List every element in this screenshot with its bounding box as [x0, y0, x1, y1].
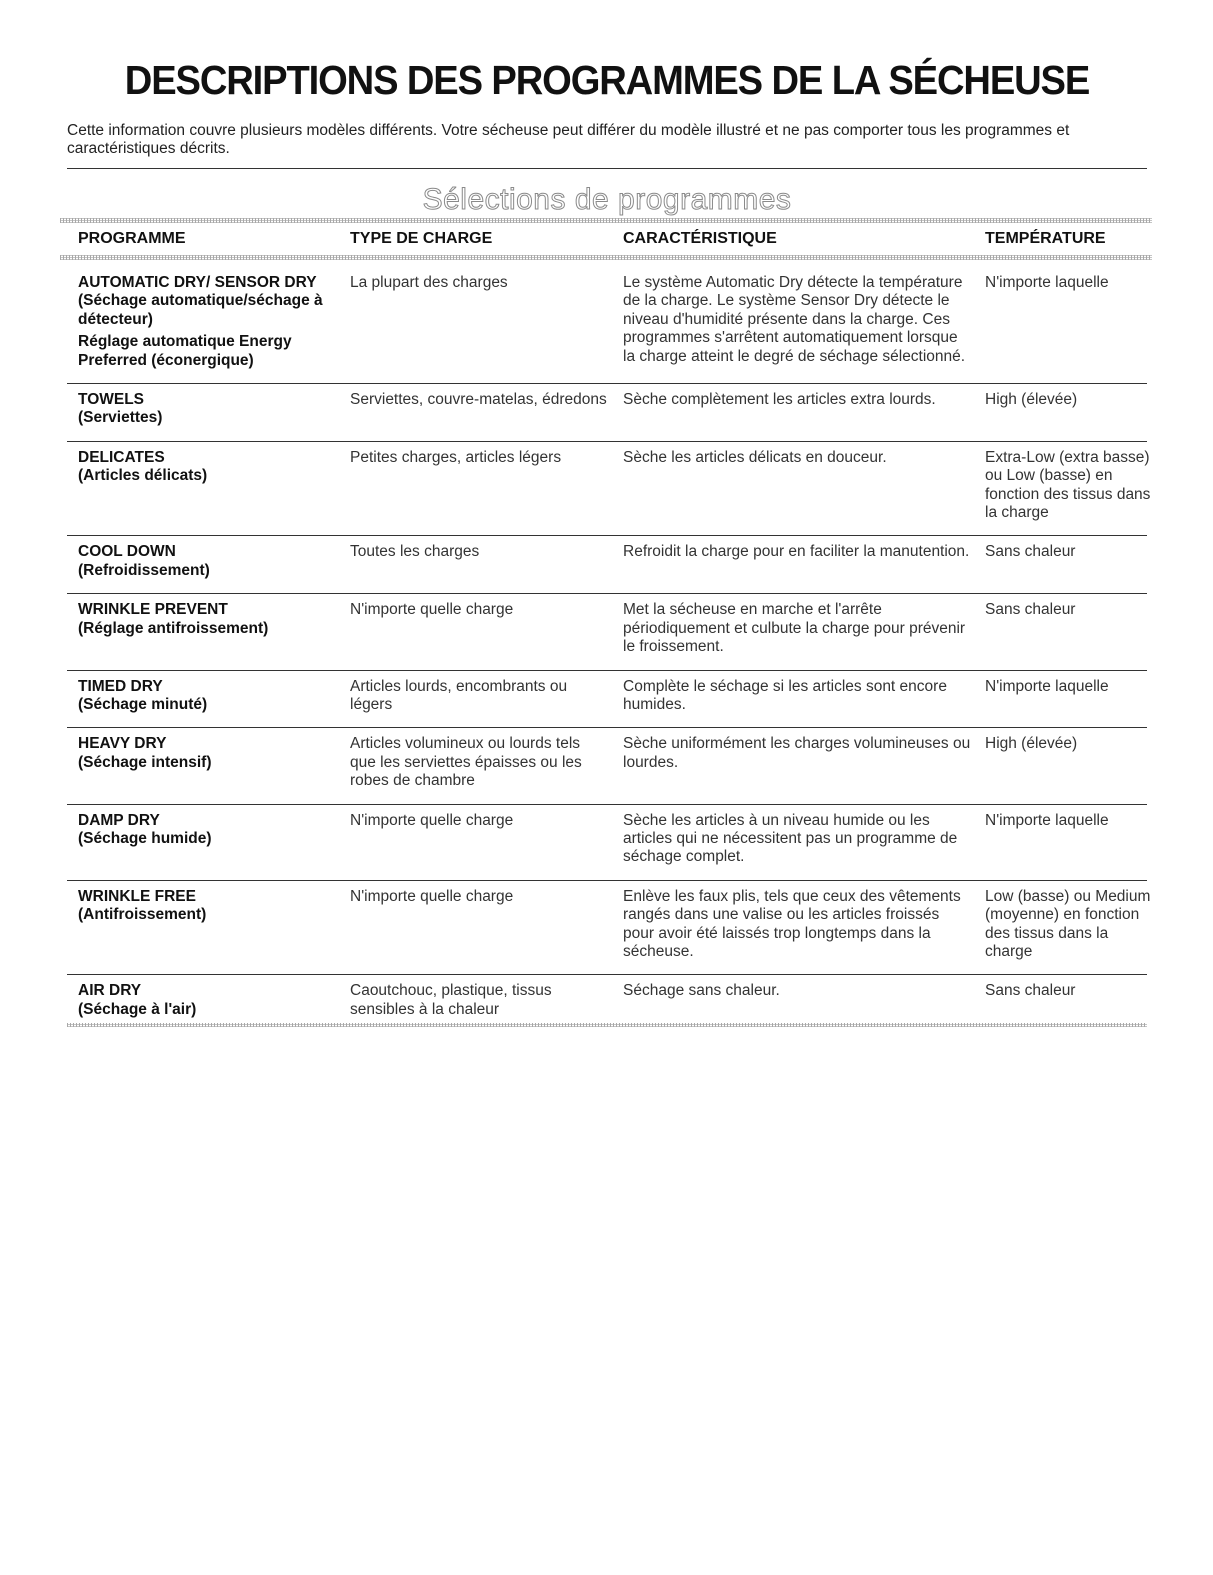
characteristic-cell: Refroidit la charge pour en faciliter la manutention.: [623, 543, 970, 561]
load-type-cell: Petites charges, articles légers: [350, 448, 562, 466]
table-row: [67, 975, 1147, 1023]
dotted-divider: [60, 218, 1152, 223]
table-row: [67, 594, 1147, 670]
temperature-cell: Sans chaleur: [985, 601, 1076, 619]
programme-name: HEAVY DRY: [78, 735, 167, 753]
column-header-programme: PROGRAMME: [78, 230, 186, 247]
characteristic-cell: Séchage sans chaleur.: [623, 982, 780, 1000]
programme-subtitle: (Refroidissement): [78, 561, 210, 579]
table-row: [67, 384, 1147, 442]
programme-name: DAMP DRY: [78, 811, 160, 829]
table-row: [67, 442, 1151, 537]
programme-name-cell: [78, 812, 350, 867]
characteristic-cell: Sèche les articles délicats en douceur.: [623, 448, 887, 466]
programme-extra: Réglage automatique Energy Preferred (éconergique): [78, 333, 292, 369]
programme-name: DELICATES: [78, 448, 165, 466]
load-type-cell: Articles volumineux ou lourds tels que les serviettes épaisses ou les robes de chambre: [350, 735, 582, 790]
programme-name-cell: [78, 678, 350, 715]
load-type-cell: N'importe quelle charge: [350, 811, 514, 829]
programme-table: [67, 268, 1151, 1023]
characteristic-cell: Met la sécheuse en marche et l'arrête périodiquement et culbute la charge pour prévenir le froissement.: [623, 601, 966, 656]
programme-name: AIR DRY: [78, 982, 142, 1000]
programme-name-cell: [78, 391, 350, 428]
programme-subtitle: (Serviettes): [78, 409, 163, 427]
characteristic-cell: Le système Automatic Dry détecte la température de la charge. Le système Sensor Dry détecte le niveau d'humidité présente dans la charge. Ces programmes s'arrêtent automatiquement lorsque la charge atteint le degré de séchage sélectionné.: [623, 274, 966, 365]
programme-subtitle: (Séchage humide): [78, 829, 212, 847]
dotted-divider: [67, 1023, 1147, 1027]
table-row: [67, 805, 1147, 881]
characteristic-cell: Sèche complètement les articles extra lourds.: [623, 391, 936, 409]
programme-subtitle: (Antifroissement): [78, 906, 207, 924]
programme-subtitle: (Séchage intensif): [78, 753, 212, 771]
column-header-temperature: TEMPÉRATURE: [985, 230, 1106, 247]
temperature-cell: Low (basse) ou Medium (moyenne) en fonction des tissus dans la charge: [985, 887, 1151, 960]
programme-subtitle: (Séchage minuté): [78, 695, 208, 713]
temperature-cell: Sans chaleur: [985, 982, 1076, 1000]
dotted-divider: [60, 255, 1152, 260]
load-type-cell: Serviettes, couvre-matelas, édredons: [350, 391, 607, 409]
programme-subtitle: (Articles délicats): [78, 467, 208, 485]
section-title: Sélections de programmes: [422, 183, 792, 216]
temperature-cell: High (élevée): [985, 391, 1078, 409]
characteristic-cell: Enlève les faux plis, tels que ceux des vêtements rangés dans une valise ou les articles froissés pour avoir été laissés trop longtemps dans la sécheuse.: [623, 887, 961, 960]
table-row: [67, 671, 1147, 729]
load-type-cell: Toutes les charges: [350, 543, 480, 561]
table-row: [67, 728, 1147, 804]
temperature-cell: Extra-Low (extra basse) ou Low (basse) en fonction des tissus dans la charge: [985, 448, 1151, 522]
programme-name: AUTOMATIC DRY/ SENSOR DRY (Séchage automatique/séchage à détecteur): [78, 274, 323, 328]
load-type-cell: Caoutchouc, plastique, tissus sensibles à la chaleur: [350, 982, 552, 1018]
characteristic-cell: Complète le séchage si les articles sont encore humides.: [623, 677, 947, 713]
characteristic-cell: Sèche les articles à un niveau humide ou les articles qui ne nécessitent pas un programme de séchage complet.: [623, 811, 958, 866]
intro-paragraph: Cette information couvre plusieurs modèles différents. Votre sécheuse peut différer du modèle illustré et ne pas comporter tous les programmes et caractéristiques décrits.: [67, 122, 1070, 157]
programme-name: WRINKLE PREVENT: [78, 601, 228, 619]
characteristic-cell: Sèche uniformément les charges volumineuses ou lourdes.: [623, 735, 971, 771]
load-type-cell: N'importe quelle charge: [350, 887, 514, 905]
programme-name: WRINKLE FREE: [78, 887, 196, 905]
load-type-cell: Articles lourds, encombrants ou légers: [350, 677, 568, 713]
temperature-cell: N'importe laquelle: [985, 274, 1109, 291]
programme-name: COOL DOWN: [78, 543, 176, 561]
table-row: [67, 268, 1147, 384]
programme-name-cell: [78, 274, 350, 370]
divider: [67, 168, 1147, 169]
temperature-cell: High (élevée): [985, 735, 1078, 753]
table-row: [67, 536, 1147, 594]
column-header-type: TYPE DE CHARGE: [350, 230, 493, 247]
programme-subtitle: (Réglage antifroissement): [78, 619, 269, 637]
programme-name: TOWELS: [78, 391, 145, 409]
column-header-caracteristique: CARACTÉRISTIQUE: [623, 230, 777, 247]
document-page: [67, 56, 1151, 1027]
programme-name-cell: [78, 735, 350, 790]
programme-subtitle: (Séchage à l'air): [78, 1000, 197, 1018]
programme-name-cell: [78, 449, 350, 523]
temperature-cell: N'importe laquelle: [985, 677, 1109, 695]
programme-name: TIMED DRY: [78, 677, 163, 695]
programme-name-cell: [78, 601, 350, 656]
page-title: DESCRIPTIONS DES PROGRAMMES DE LA SÉCHEUSE: [124, 57, 1090, 103]
table-row: [67, 881, 1151, 976]
programme-name-cell: [78, 888, 350, 962]
load-type-cell: N'importe quelle charge: [350, 601, 514, 619]
load-type-cell: La plupart des charges: [350, 274, 508, 291]
temperature-cell: N'importe laquelle: [985, 811, 1109, 829]
programme-name-cell: [78, 543, 350, 580]
programme-name-cell: [78, 982, 350, 1019]
table-header: [67, 223, 1147, 255]
temperature-cell: Sans chaleur: [985, 543, 1076, 561]
